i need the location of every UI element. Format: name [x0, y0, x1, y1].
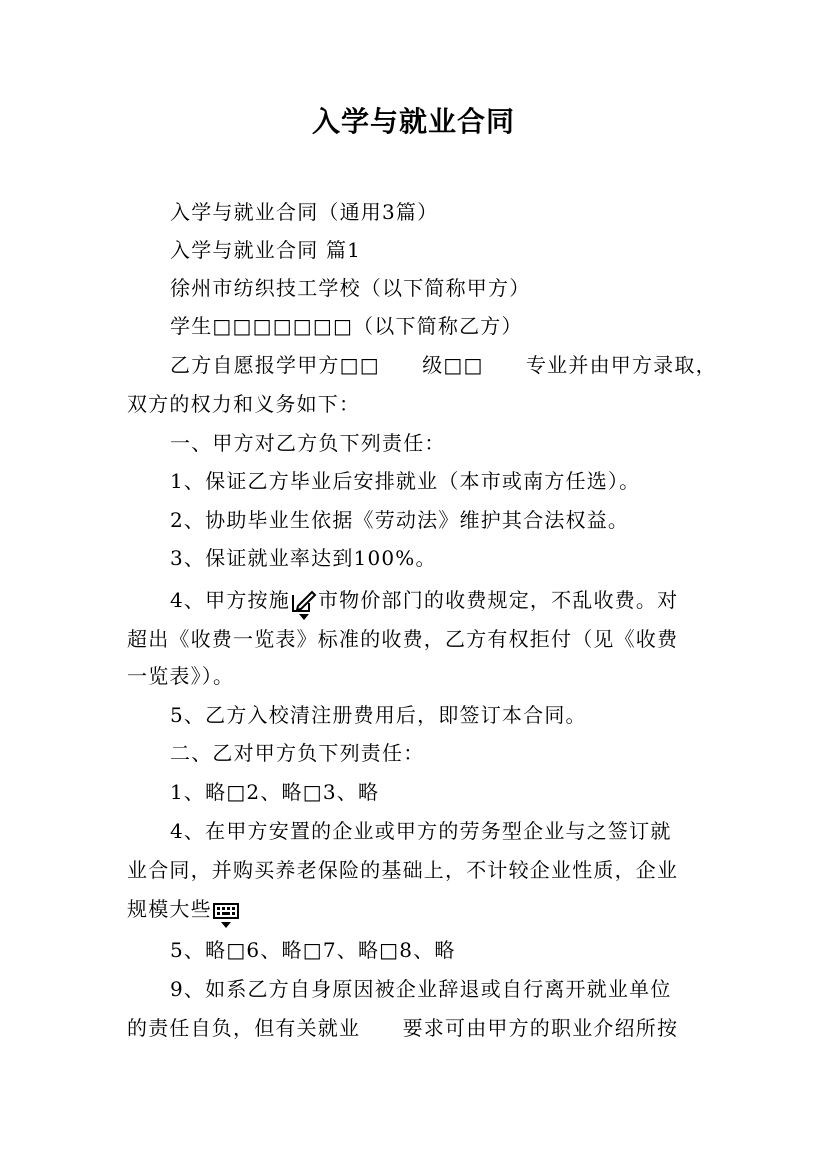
line-enroll-2: 双方的权力和义务如下：: [127, 392, 361, 416]
line-duty-a-4: [170, 584, 707, 616]
line-duty-a-4-part2: 市物价部门的收费规定，不乱收费。对: [317, 588, 679, 612]
line-duty-b-4: 4、在甲方安置的企业或甲方的劳务型企业与之签订就: [170, 819, 672, 843]
keyboard-anchor-icon[interactable]: [212, 898, 240, 924]
line-duty-b-9-cont: 的责任自负，但有关就业 要求可由甲方的职业介绍所按: [127, 1016, 679, 1040]
line-subtitle: 入学与就业合同（通用3篇）: [170, 200, 439, 224]
line-party-a: 徐州市纺织技工学校（以下简称甲方）: [170, 276, 531, 300]
document-title: 入学与就业合同: [311, 105, 515, 138]
line-duty-b-1-3: 1、略□2、略□3、略: [170, 780, 380, 804]
line-enroll-1: 乙方自愿报学甲方□□ 级□□ 专业并由甲方录取，: [170, 353, 717, 377]
edit-anchor-icon[interactable]: [290, 589, 318, 615]
line-duty-b-4-scale: 规模大些: [127, 897, 212, 921]
line-duty-b-heading: 二、乙对甲方负下列责任：: [170, 741, 425, 765]
line-duty-b-4-cont-2: [127, 893, 707, 925]
line-duty-a-2: 2、协助毕业生依据《劳动法》维护其合法权益。: [170, 508, 630, 532]
line-duty-a-4-cont-1: 超出《收费一览表》标准的收费，乙方有权拒付（见《收费: [127, 627, 679, 651]
line-duty-a-1: 1、保证乙方毕业后安排就业（本市或南方任选）。: [170, 469, 641, 493]
line-duty-a-5: 5、乙方入校清注册费用后，即签订本合同。: [170, 703, 587, 727]
line-section-1: 入学与就业合同 篇1: [170, 238, 362, 262]
line-duty-b-4-cont-1: 业合同，并购买养老保险的基础上，不计较企业性质，企业: [127, 858, 679, 882]
line-duty-b-9: 9、如系乙方自身原因被企业辞退或自行离开就业单位: [170, 977, 672, 1001]
line-duty-b-5-8: 5、略□6、略□7、略□8、略: [170, 938, 456, 962]
line-party-b: 学生□□□□□□□（以下简称乙方）: [170, 314, 523, 338]
line-duty-a-4-part1: 4、甲方按施: [170, 588, 290, 612]
line-duty-a-4-cont-2: 一览表》）。: [127, 664, 235, 688]
line-duty-a-3: 3、保证就业率达到100%。: [170, 546, 437, 570]
line-duty-a-heading: 一、甲方对乙方负下列责任：: [170, 431, 446, 455]
